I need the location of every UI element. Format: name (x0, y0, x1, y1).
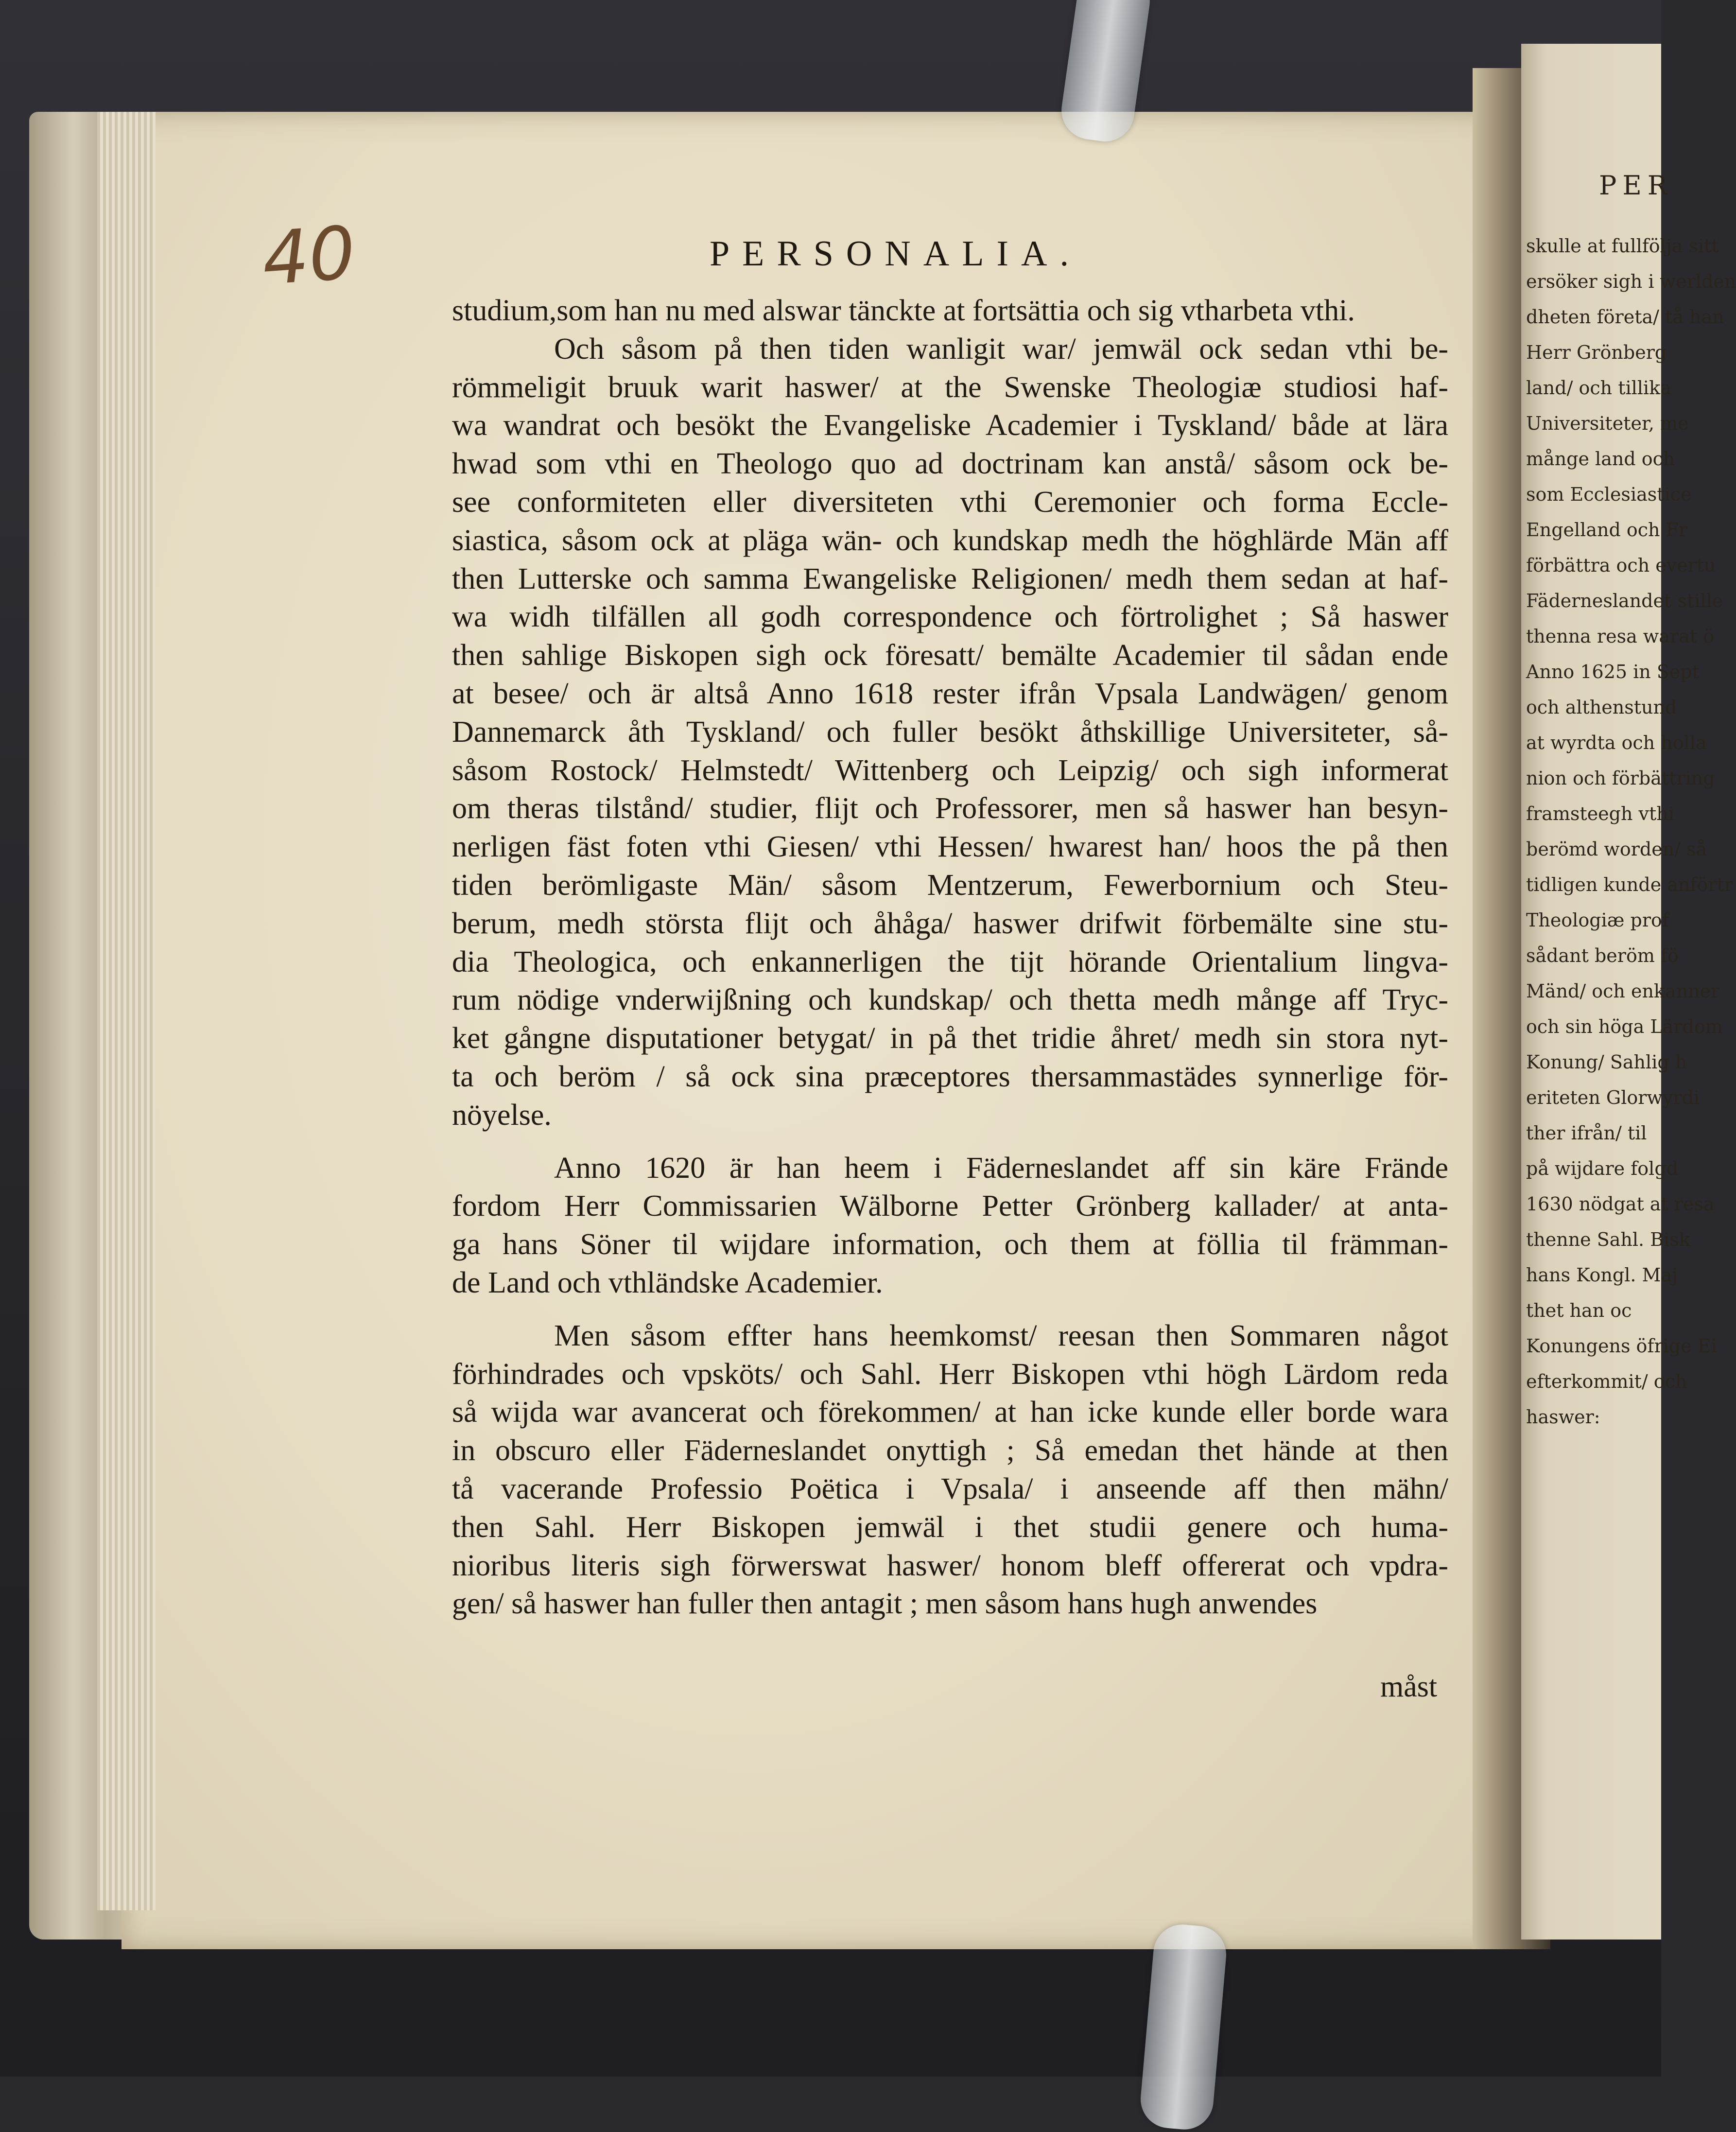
facing-text-line: berömd worden/ så (1526, 839, 1707, 860)
facing-text-line: Universiteter, me (1526, 413, 1689, 434)
facing-text-line: och sin höga Lärdom (1526, 1016, 1723, 1037)
text-line: at besee/ och är altså Anno 1618 rester ifrån Vpsala Landwägen/ genom (452, 677, 1448, 710)
text-line: see conformiteten eller diversiteten vthi Ceremonier och forma Eccle- (452, 485, 1448, 519)
text-line: then sahlige Biskopen sigh ock föresatt/ bemälte Academier til sådan ende (452, 639, 1448, 672)
page-stack-edges (97, 112, 156, 1910)
text-line: så wijda war avancerat och förekommen/ at han icke kunde eller borde wara (452, 1396, 1448, 1429)
facing-text-line: nion och förbättring (1526, 768, 1715, 789)
facing-text-line: och althenstund (1526, 697, 1677, 718)
text-line: nerligen fäst foten vthi Giesen/ vthi Hessen/ hwarest han/ hoos the på then (452, 830, 1448, 864)
text-line: Anno 1620 är han heem i Fäderneslandet aff sin käre Frände (554, 1151, 1448, 1185)
text-line: hwad som vthi en Theologo quo ad doctrinam kan anstå/ såsom ock be- (452, 447, 1448, 481)
facing-text-line: ther ifrån/ til (1526, 1122, 1647, 1144)
facing-text-line: thenna resa warat ö (1526, 626, 1715, 647)
facing-text-line: dheten företa/ tå han (1526, 306, 1724, 328)
text-line: tiden berömligaste Män/ såsom Mentzerum, Fewerbornium och Steu- (452, 868, 1448, 902)
text-line: wa wandrat och besökt the Evangeliske Academier i Tyskland/ både at lära (452, 409, 1448, 442)
facing-text-line: eriteten Glorwyrdi (1526, 1087, 1700, 1108)
facing-text-line: 1630 nödgat at resa (1526, 1193, 1715, 1215)
text-line: wa widh tilfällen all godh correspondence och förtrolighet ; Så haswer (452, 600, 1448, 634)
text-line: in obscuro eller Fäderneslandet onyttigh ; Så emedan thet hände at then (452, 1434, 1448, 1468)
facing-text-line: Konung/ Sahlig h (1526, 1051, 1687, 1073)
facing-text-line: at wyrdta och holla (1526, 732, 1707, 753)
facing-text-line: Herr Grönberg (1526, 342, 1667, 363)
facing-text-line: framsteegh vthi (1526, 803, 1674, 824)
facing-text-line: ersöker sigh i werlden (1526, 271, 1736, 292)
facing-text-line: thenne Sahl. Bisk (1526, 1229, 1690, 1250)
facing-text-line: förbättra och evertu (1526, 555, 1716, 576)
facing-text-line: skulle at fullfölja sitt (1526, 235, 1719, 257)
text-line: römmeligit bruuk warit haswer/ at the Swenske Theologiæ studiosi haf- (452, 370, 1448, 404)
facing-text-line: som Ecclesiastice (1526, 484, 1692, 505)
text-line: de Land och vthländske Academier. (452, 1266, 883, 1299)
text-line: rum nödige vnderwijßning och kundskap/ och thetta medh månge aff Tryc- (452, 983, 1448, 1017)
facing-text-line: månge land och (1526, 448, 1675, 470)
text-line: såsom Rostock/ Helmstedt/ Wittenberg och Leipzig/ och sigh informerat (452, 753, 1448, 787)
facing-text-line: Konungens öfrige Ei (1526, 1335, 1717, 1357)
facing-text-line: thet han oc (1526, 1300, 1632, 1321)
facing-text-line: Theologiæ prof (1526, 909, 1669, 931)
text-line: om theras tilstånd/ studier, flijt och Professorer, men så haswer han besyn- (452, 792, 1448, 825)
handwritten-folio-number: 40 (260, 210, 358, 302)
text-line: Dannemarck åth Tyskland/ och fuller besökt åthskillige Universiteter, så- (452, 715, 1448, 749)
text-line: siastica, såsom ock at pläga wän- och kundskap medh the höghlärde Män aff (452, 524, 1448, 557)
facing-text-line: Mänd/ och enkanner (1526, 980, 1720, 1002)
facing-text-block (1526, 228, 1736, 1435)
facing-running-head: PER (1599, 170, 1673, 201)
text-line: ga hans Söner til wijdare information, och them at föllia til främman- (452, 1228, 1448, 1261)
facing-text-line: sådant beröm fö (1526, 945, 1679, 966)
paragraph-gap (452, 1135, 1448, 1149)
main-text-block (452, 292, 1448, 1623)
facing-text-line: land/ och tillika (1526, 377, 1671, 399)
text-line: studium,som han nu med alswar tänckte at fortsättia och sig vtharbeta vthi. (452, 294, 1355, 327)
facing-right-page (1521, 44, 1736, 1940)
text-line: nioribus literis sigh förwerswat haswer/ honom bleff offererat och vpdra- (452, 1549, 1448, 1582)
text-line: nöyelse. (452, 1098, 552, 1132)
text-line: ket gångne disputationer betygat/ in på thet tridie åhret/ medh sin stora nyt- (452, 1022, 1448, 1055)
text-line: Men såsom effter hans heemkomst/ reesan then Sommaren något (554, 1319, 1448, 1352)
facing-text-line: haswer: (1526, 1406, 1600, 1428)
facing-text-line: hans Kongl. Maj (1526, 1264, 1678, 1286)
text-line: berum, medh största flijt och åhåga/ haswer drifwit förbemälte sine stu- (452, 907, 1448, 940)
facing-text-line: Fäderneslandet stille (1526, 590, 1723, 612)
text-line: Och såsom på then tiden wanligit war/ jemwäl ock sedan vthi be- (554, 332, 1448, 366)
text-line: ta och beröm / så ock sina præceptores thersammastädes synnerlige för- (452, 1060, 1448, 1093)
facing-text-line: på wijdare folgd (1526, 1158, 1678, 1179)
text-line: gen/ så haswer han fuller then antagit ; men såsom hans hugh anwendes (452, 1587, 1318, 1621)
text-line: then Sahl. Herr Biskopen jemwäl i thet studii genere och huma- (452, 1510, 1448, 1544)
catchword: måst (1380, 1670, 1438, 1703)
text-line: then Lutterske och samma Ewangeliske Religionen/ medh them sedan at haf- (452, 562, 1448, 595)
text-line: förhindrades och vpsköts/ och Sahl. Herr Biskopen vthi högh Lärdom reda (452, 1357, 1448, 1391)
text-line: tå vacerande Professio Poëtica i Vpsala/ i anseende aff then mähn/ (452, 1472, 1448, 1505)
text-line: dia Theologica, och enkannerligen the tijt hörande Orientalium lingva- (452, 945, 1448, 979)
running-head: PERSONALIA. (710, 234, 1081, 274)
paragraph-gap (452, 1302, 1448, 1317)
facing-text-line: Engelland och Fr (1526, 519, 1688, 541)
facing-text-line: Anno 1625 in Sept (1526, 661, 1700, 682)
text-line: fordom Herr Commissarien Wälborne Petter Grönberg kallader/ at anta- (452, 1189, 1448, 1223)
facing-text-line: efterkommit/ och (1526, 1371, 1687, 1392)
facing-text-line: tidligen kunde anförtr (1526, 874, 1733, 895)
